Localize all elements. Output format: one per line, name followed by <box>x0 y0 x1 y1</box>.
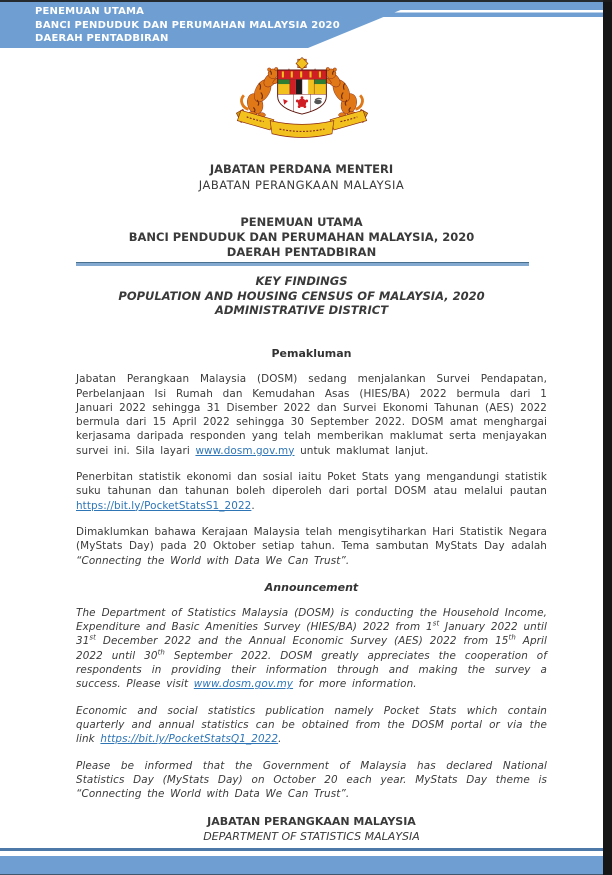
pemakluman-heading: Pemakluman <box>271 347 352 361</box>
section-announcement <box>76 581 547 802</box>
masthead <box>0 162 603 193</box>
announcement-heading: Announcement <box>264 580 359 594</box>
banner-line-3: DAERAH PENTADBIRAN <box>35 33 169 44</box>
masthead-line-1: JABATAN PERDANA MENTERI <box>209 162 394 176</box>
body-content <box>0 347 603 801</box>
shield <box>277 70 326 117</box>
title-english <box>0 274 603 318</box>
masthead-line-2: JABATAN PERANGKAAN MALAYSIA <box>198 177 405 192</box>
hyperlink[interactable]: www.dosm.gov.my <box>193 678 294 691</box>
title-malay-line-1: PENEMUAN UTAMA <box>240 215 363 229</box>
paragraph-en-3: Please be informed that the Government of Malaysia has declared National Statistics Day (MyStats Day) on October 20 each year. MyStats Day theme is “Connecting the World with Data We Can Trust”. <box>76 759 547 801</box>
paragraph-ms-1: Jabatan Perangkaan Malaysia (DOSM) sedang menjalankan Survei Pendapatan, Perbelanjaan Isi Rumah dan Kemudahan Asas (HIES/BA) 2022 bermula dari 1 Januari 2022 sehingga 31 Disember 2022 dan Survei Ekonomi Tahunan (AES) 2022 bermula dari 15 April 2022 sehingga 30 September 2022. DOSM amat menghargai kerjasama daripada responden yang telah memberikan maklumat serta menjayakan survei ini. Sila layari www.dosm.gov.my untuk maklumat lanjut. <box>76 373 547 457</box>
footer <box>76 814 547 844</box>
title-malay-line-3: DAERAH PENTADBIRAN <box>226 244 377 259</box>
footer-line-1: JABATAN PERANGKAAN MALAYSIA <box>207 815 416 828</box>
hyperlink[interactable]: https://bit.ly/PocketStatsS1_2022 <box>76 499 252 512</box>
footer-line-2: DEPARTMENT OF STATISTICS MALAYSIA <box>203 830 420 843</box>
banner-line-2: BANCI PENDUDUK DAN PERUMAHAN MALAYSIA 2020 <box>35 19 340 31</box>
paragraph-en-1: The Department of Statistics Malaysia (DOSM) is conducting the Household Income, Expenditure and Basic Amenities Survey (HIES/BA) 2022 from 1st January 2022 until 31st December 2022 and the Annual Economic Survey (AES) 2022 from 15th April 2022 until 30th September 2022. DOSM greatly appreciates the cooperation of respondents in providing their information through and making the survey a success. Please visit www.dosm.gov.my for more information. <box>76 606 547 691</box>
hyperlink[interactable]: https://bit.ly/PocketStatsQ1_2022 <box>100 733 279 746</box>
paragraph-ms-3: Dimaklumkan bahawa Kerajaan Malaysia telah mengisytiharkan Hari Statistik Negara (MyStats Day) pada 20 Oktober setiap tahun. Tema sambutan MyStats Day adalah “Connecting the World with Data We Can Trust”. <box>76 525 547 567</box>
footer-band <box>0 856 603 875</box>
title-malay <box>0 215 603 259</box>
tiger-supporter-left <box>241 67 282 117</box>
section-pemakluman <box>76 347 547 568</box>
hyperlink[interactable]: www.dosm.gov.my <box>195 444 295 457</box>
banner-line-1: PENEMUAN UTAMA <box>35 6 145 17</box>
header-banner-title <box>35 5 340 46</box>
title-malay-line-2: BANCI PENDUDUK DAN PERUMAHAN MALAYSIA, 2020 <box>128 229 475 244</box>
page-edge-shadow-right <box>603 0 612 875</box>
header-banner <box>0 0 603 48</box>
paragraph-en-2: Economic and social statistics publication namely Pocket Stats which contain quarterly and annual statistics can be obtained from the DOSM portal or via the link https://bit.ly/PocketStatsQ1_2022. <box>76 704 547 746</box>
title-english-line-1: KEY FINDINGS <box>255 273 348 288</box>
paragraph-ms-2: Penerbitan statistik ekonomi dan sosial iaitu Poket Stats yang mengandungi statistik suku tahunan dan tahunan boleh diperoleh dari portal DOSM atau melalui pautan https://bit.ly/PocketStatsS1_2022. <box>76 471 547 512</box>
malaysia-coat-of-arms <box>217 55 387 149</box>
page-edge-shadow-top <box>0 0 612 2</box>
tiger-supporter-right <box>321 67 362 117</box>
title-english-line-3: ADMINISTRATIVE DISTRICT <box>214 303 389 318</box>
title-english-line-2: POPULATION AND HOUSING CENSUS OF MALAYSIA, 2020 <box>118 288 485 303</box>
divider-line <box>76 262 529 266</box>
footer-accent-line <box>0 848 603 851</box>
